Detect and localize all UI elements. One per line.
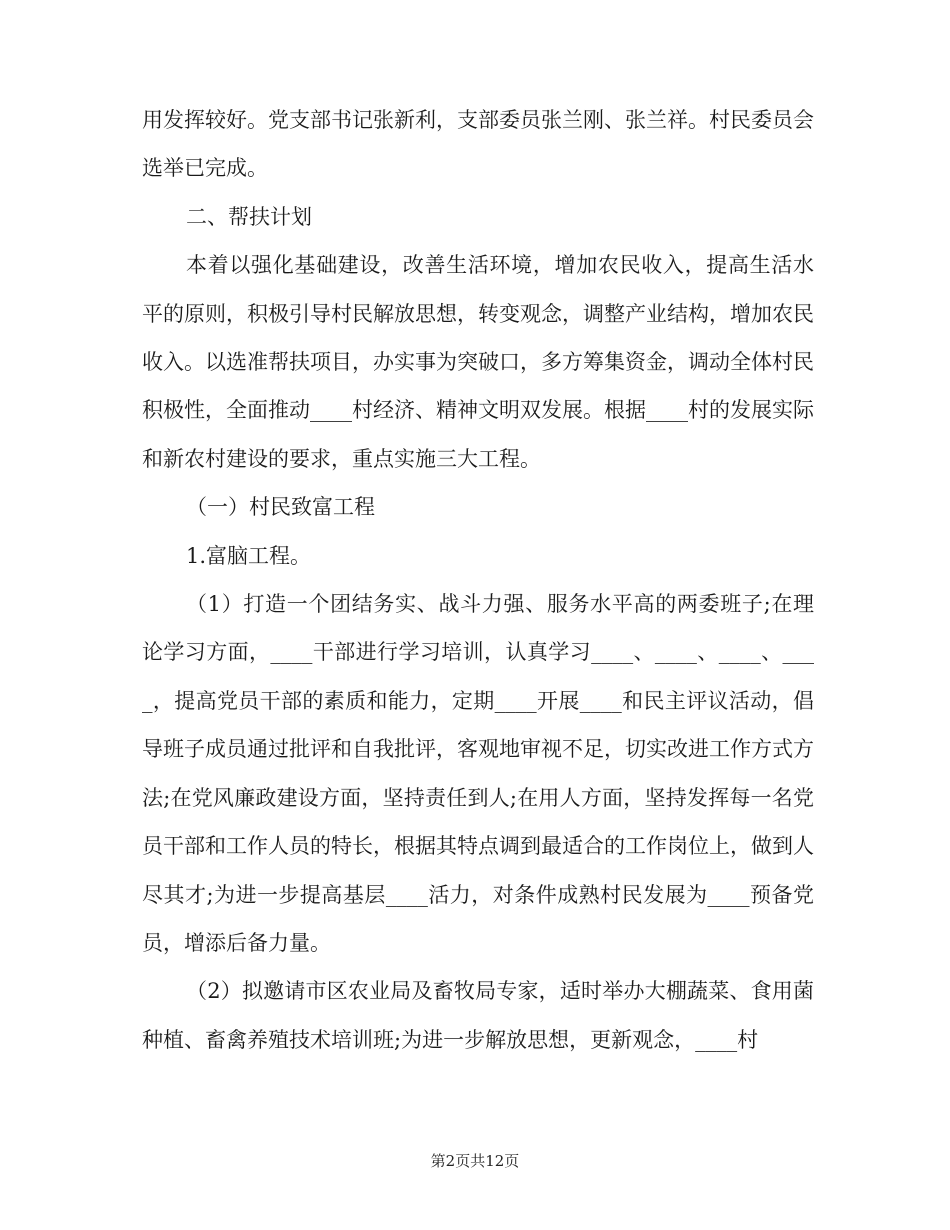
- page-number-footer: 第2页共12页: [430, 1152, 520, 1170]
- item-heading-mind-project: 1.富脑工程。: [186, 543, 312, 568]
- document-body: [142, 96, 814, 1064]
- paragraph-plan-principles: 本着以强化基础建设，改善生活环境，增加农民收入，提高生活水平的原则，积极引导村民解放思想，转变观念，调整产业结构，增加农民收入。以选准帮扶项目，办实事为突破口，多方筹集资金，调动全体村民积极性，全面推动____村经济、精神文明双发展。根据____村的发展实际和新农村建设的要求，重点实施三大工程。: [142, 253, 814, 471]
- paragraph-continuation: 用发挥较好。党支部书记张新利，支部委员张兰刚、张兰祥。村民委员会选举已完成。: [142, 108, 814, 181]
- subsection-heading-prosperity-project: （一）村民致富工程: [186, 495, 375, 520]
- paragraph-item-2: （2）拟邀请市区农业局及畜牧局专家，适时举办大棚蔬菜、食用菌种植、畜禽养殖技术培训班;为进一步解放思想，更新观念，____村: [142, 979, 814, 1052]
- paragraph-item-1: （1）打造一个团结务实、战斗力强、服务水平高的两委班子;在理论学习方面，____干部进行学习培训，认真学习____、____、____、____，提高党员干部的素质和能力，定期____开展____和民主评议活动，倡导班子成员通过批评和自我批评，客观地审视不足，切实改进工作方式方法;在党风廉政建设方面，坚持责任到人;在用人方面，坚持发挥每一名党员干部和工作人员的特长，根据其特点调到最适合的工作岗位上，做到人尽其才;为进一步提高基层____活力，对条件成熟村民发展为____预备党员，增添后备力量。: [142, 592, 814, 955]
- section-heading-assistance-plan: 二、帮扶计划: [186, 204, 312, 229]
